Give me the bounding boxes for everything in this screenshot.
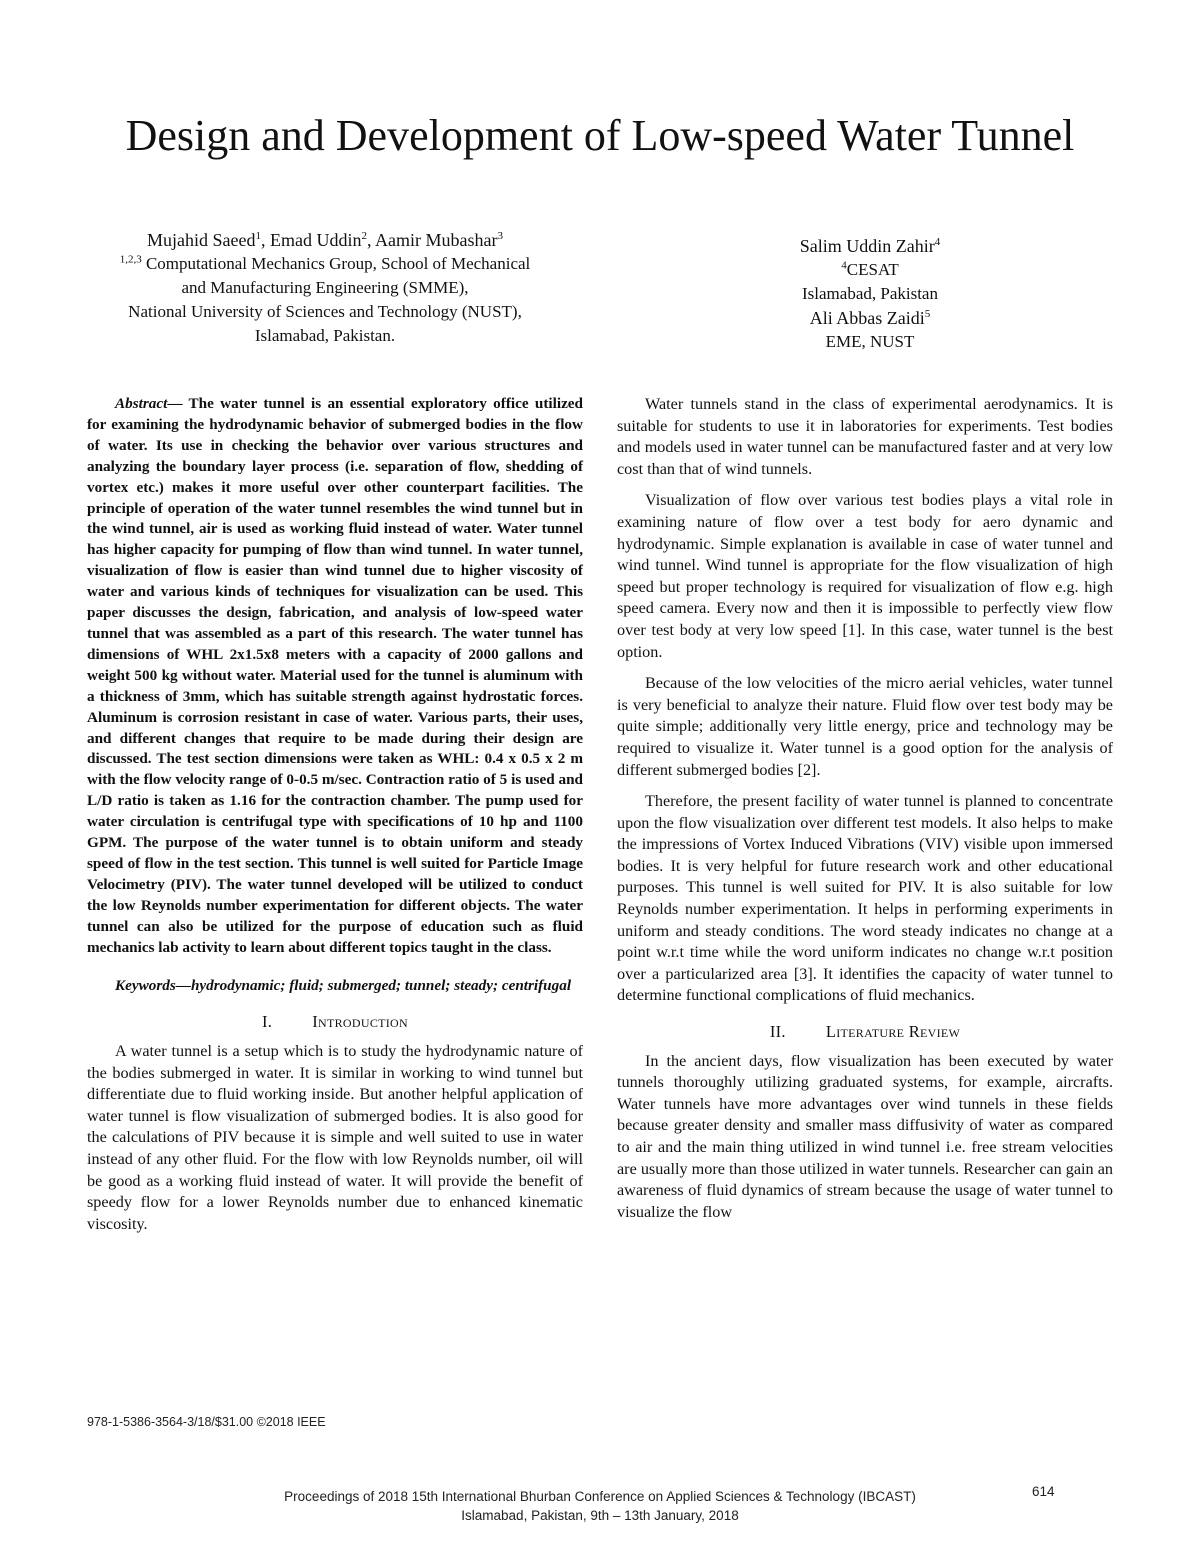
paragraph: A water tunnel is a setup which is to study the hydrodynamic nature of the bodies submerged in water. It is similar in working to wind tunnel but differentiate due to fluid working inside. But another helpful application of water tunnel is flow visualization of submerged bodies. It is also good for the calculations of PIV because it is simple and well suited to use in water instead of any other fluid. For the flow with low Reynolds number, oil will be good as a working fluid instead of water. It will provide the benefit of speedy flow for a lower Reynolds number due to enhanced kinematic viscosity. bbox=[87, 1041, 583, 1233]
paragraph: In the ancient days, flow visualization has been executed by water tunnels thoroughly utilizing graduated systems, for example, aircrafts. Water tunnels have more advantages over wind tunnels in these fields because greater density and smaller mass diffusivity of water as compared to air and the main thing utilized in wind tunnel i.e. free stream velocities are usually more than those utilized in water tunnels. Researcher can gain an awareness of fluid dynamics of stream because the usage of water tunnel to visualize the flow bbox=[617, 1051, 1113, 1221]
copyright-notice: 978-1-5386-3564-3/18/$31.00 ©2018 IEEE bbox=[87, 1415, 326, 1429]
abstract-label: Abstract bbox=[115, 395, 168, 412]
footer-line: Proceedings of 2018 15th International Bhurban Conference on Applied Sciences & Technology (IBCAST) bbox=[284, 1489, 916, 1504]
author-name-right: Salim Uddin Zahir$^4$ bbox=[799, 236, 941, 256]
affiliation-line: $^4$CESAT bbox=[841, 259, 899, 279]
paragraph: Therefore, the present facility of water tunnel is planned to concentrate upon the flow visualization over different test models. It also helps to make the impressions of Vortex Induced Vibrations (VIV) visible upon immersed bodies. It is very helpful for future research work and other educational purposes. This tunnel is well suited for PIV. It is also suitable for low Reynolds number experimentation. It helps in performing experiments in uniform and steady conditions. The word steady indicates no change at a point w.r.t time while the word uniform indicates no change w.r.t position over a particularized area [3]. It identifies the capacity of water tunnel to determine functional complications of fluid mechanics. bbox=[617, 792, 1113, 1005]
affiliation-line: Islamabad, Pakistan bbox=[802, 284, 938, 303]
affiliation-line: and Manufacturing Engineering (SMME), bbox=[181, 278, 469, 297]
author-block-left bbox=[80, 228, 570, 348]
section-heading-literature-review bbox=[617, 1021, 1113, 1043]
footer-line: Islamabad, Pakistan, 9th – 13th January, 2018 bbox=[461, 1508, 739, 1523]
conference-footer bbox=[0, 1487, 1200, 1525]
paragraph: Because of the low velocities of the micro aerial vehicles, water tunnel is very beneficial to analyze their nature. Fluid flow over test body may be quite simple; additionally very little energy, price and technology may be required to visualize it. Water tunnel is a good option for the analysis of different submerged bodies [2]. bbox=[617, 674, 1113, 779]
abstract bbox=[87, 394, 583, 958]
paragraph: Visualization of flow over various test bodies plays a vital role in examining nature of flow over a test body for aero dynamic and hydrodynamic. Simple explanation is available in case of water tunnel and wind tunnel. Wind tunnel is appropriate for the flow visualization of high speed but proper technology is required for visualization of flow e.g. high speed camera. Every now and then it is impossible to perfectly view flow over test body at very low speed [1]. In this case, water tunnel is the best option. bbox=[617, 491, 1113, 661]
author-name-right-2: Ali Abbas Zaidi$^5$ bbox=[809, 308, 931, 328]
right-column bbox=[617, 394, 1113, 1223]
section-title: Literature Review bbox=[825, 1022, 961, 1042]
keywords: Keywords—hydrodynamic; fluid; submerged; tunnel; steady; centrifugal bbox=[115, 977, 572, 995]
affiliation-line: EME, NUST bbox=[825, 332, 915, 351]
paragraph: Water tunnels stand in the class of experimental aerodynamics. It is suitable for students to use it in laboratories for experiments. Test bodies and models used in water tunnel can be manufactured faster and at very low cost than that of wind tunnels. bbox=[617, 395, 1113, 478]
left-column bbox=[87, 394, 583, 1235]
author-block-right bbox=[720, 234, 1020, 354]
affiliation-line: National University of Sciences and Technology (NUST), bbox=[128, 302, 522, 321]
affiliation-line: $^{1,2,3}$ Computational Mechanics Group, School of Mechanical bbox=[119, 253, 531, 273]
section-number: I. bbox=[262, 1012, 273, 1032]
affiliation-line: Islamabad, Pakistan. bbox=[254, 326, 396, 345]
author-names-left: Mujahid Saeed$^1$, Emad Uddin$^2$, Aamir Mubashar$^3$ bbox=[147, 230, 503, 250]
section-title: Introduction bbox=[312, 1012, 408, 1032]
section-heading-introduction bbox=[87, 1011, 583, 1033]
page-number: 614 bbox=[1032, 1484, 1055, 1499]
section-number: II. bbox=[769, 1022, 786, 1042]
paper-title: Design and Development of Low-speed Water Tunnel bbox=[125, 111, 1075, 160]
abstract-text: — The water tunnel is an essential exploratory office utilized for examining the hydrodynamic behavior of submerged bodies in the flow of water. Its use in checking the behavior over various structures and analyzing the boundary layer process (i.e. separation of flow, shedding of vortex etc.) makes it more useful over other counterpart facilities. The principle of operation of the water tunnel resembles the wind tunnel but in the wind tunnel, air is used as working fluid instead of water. Water tunnel has higher capacity for pumping of flow than wind tunnel. In water tunnel, visualization of flow is easier than wind tunnel due to higher viscosity of water and various kinds of techniques for visualization can be used. This paper discusses the design, fabrication, and analysis of low-speed water tunnel that was assembled as a part of this research. The water tunnel has dimensions of WHL 2x1.5x8 meters with a capacity of 2000 gallons and weight 500 kg without water. Material used for the tunnel is aluminum with a thickness of 3mm, which has suitable strength against hydrostatic forces. Aluminum is corrosion resistant in case of water. Various parts, their uses, and different changes that require to be made during their design are discussed. The test section dimensions were taken as WHL: 0.4 x 0.5 x 2 m with the flow velocity range of 0-0.5 m/sec. Contraction ratio of 5 is used and L/D ratio is taken as 1.16 for the contraction chamber. The pump used for water circulation is centrifugal type with specifications of 10 hp and 1100 GPM. The purpose of the water tunnel is to obtain uniform and steady speed of flow in the test section. This tunnel is well suited for Particle Image Velocimetry (PIV). The water tunnel developed will be utilized to conduct the low Reynolds number experimentation for different objects. The water tunnel can also be utilized for the purpose of education such as fluid mechanics lab activity to learn about different topics taught in the class. bbox=[87, 395, 583, 956]
